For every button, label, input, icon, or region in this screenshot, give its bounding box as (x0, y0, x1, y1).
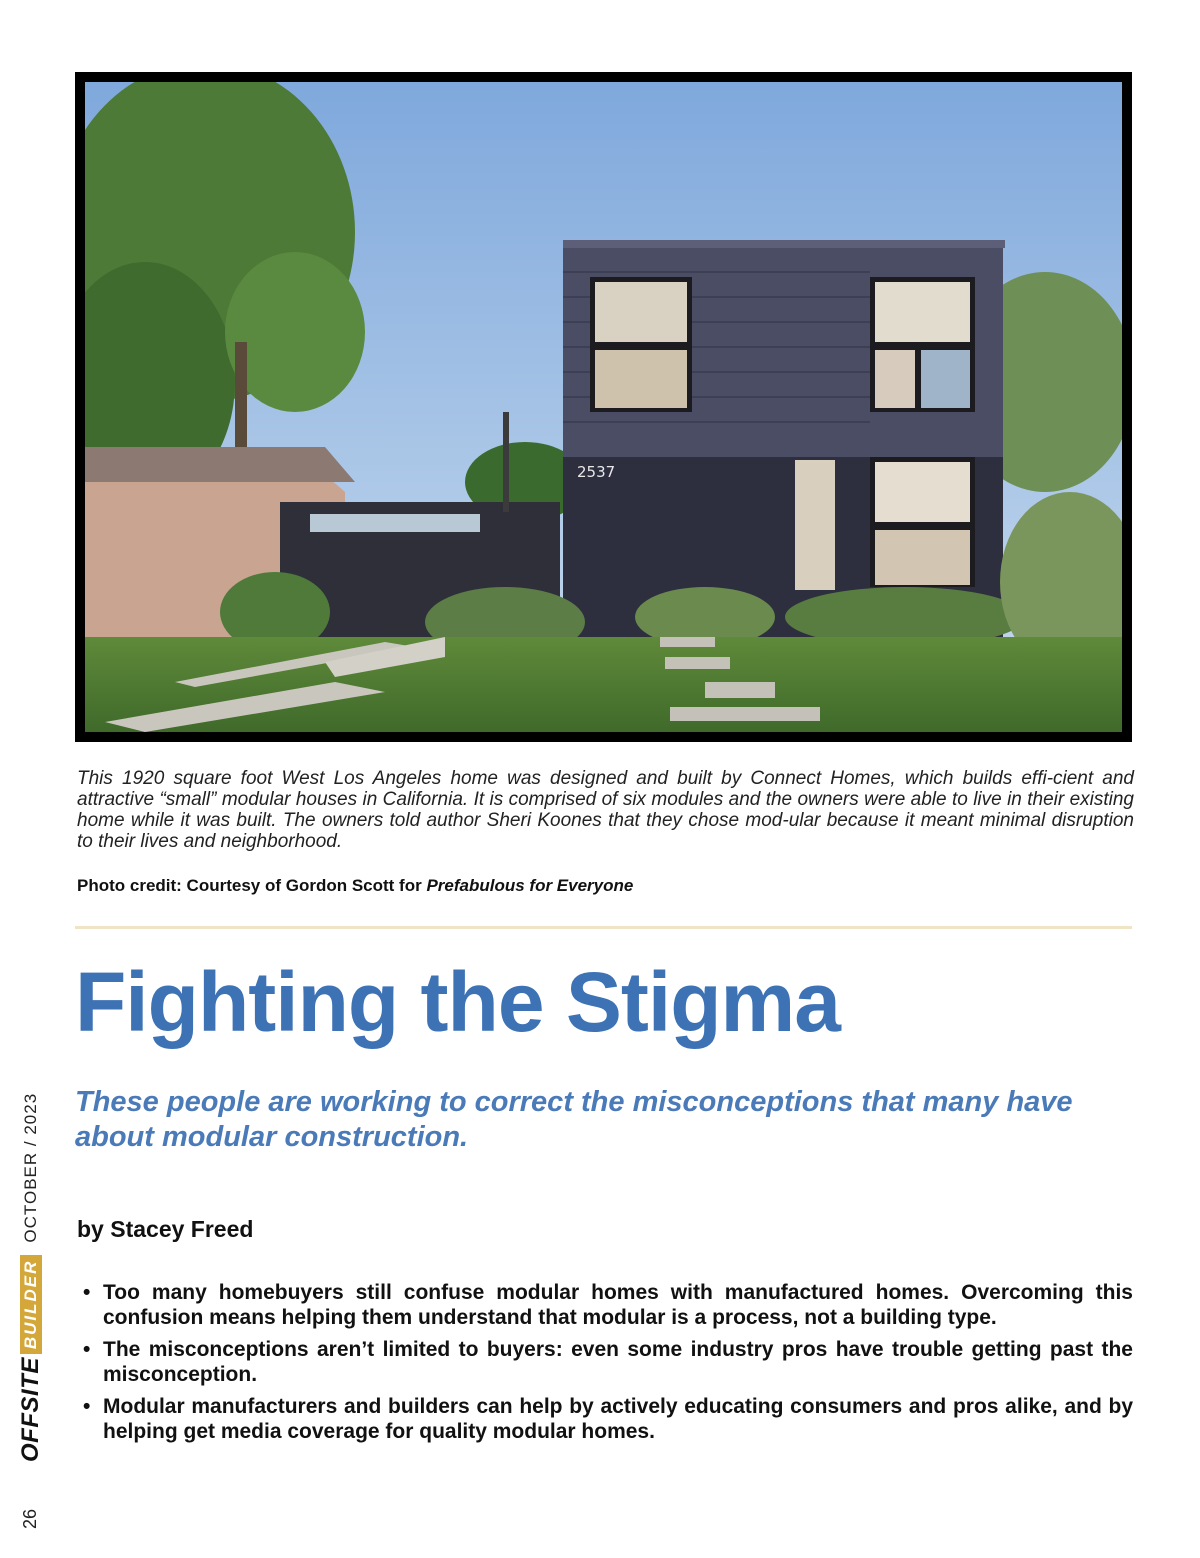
article-byline: by Stacey Freed (77, 1216, 254, 1242)
bullet-icon: • (83, 1338, 91, 1361)
section-divider (75, 926, 1132, 929)
bullet-icon: • (83, 1395, 91, 1418)
photo-caption: This 1920 square foot West Los Angeles home was designed and built by Connect Homes, which builds effi-cient and attractive “small” modular houses in California. It is comprised of six modules and the owners were able to live in their existing home while it was built. The owners told author Sheri Koones that they chose mod-ular because it meant minimal disruption to their lives and neighborhood. (77, 768, 1134, 852)
brand-builder: BUILDER (20, 1255, 42, 1355)
page-number-text: 26 (20, 1508, 40, 1529)
key-points-list (83, 1280, 1133, 1451)
photo-credit-label: Photo credit: Courtesy of Gordon Scott for (77, 876, 427, 895)
photo-credit-book: Prefabulous for Everyone (426, 876, 634, 895)
house-number: 2537 (577, 463, 616, 481)
key-point (83, 1280, 1133, 1330)
photo-credit (77, 876, 633, 896)
article-headline: Fighting the Stigma (75, 955, 840, 1049)
key-point-text: Too many homebuyers still confuse modular homes with manufactured homes. Overcoming this confusion means helping them understand that modular is a process, not a building type. (103, 1281, 1133, 1329)
issue-date: OCTOBER / 2023 (21, 1092, 40, 1243)
key-point (83, 1394, 1133, 1444)
page-number (20, 1503, 50, 1533)
key-point-text: Modular manufacturers and builders can help by actively educating consumers and pros alike, and by helping get media coverage for quality modular homes. (103, 1395, 1133, 1443)
article-dek: These people are working to correct the misconceptions that many have about modular construction. (75, 1086, 1073, 1153)
brand-offsite: OFFSITE (17, 1357, 44, 1462)
key-point-text: The misconceptions aren’t limited to buyers: even some industry pros have trouble getting past the misconception. (103, 1338, 1133, 1386)
hero-photo-frame (75, 72, 1132, 742)
bullet-icon: • (83, 1281, 91, 1304)
magazine-sidebar (16, 1092, 46, 1470)
key-point (83, 1337, 1133, 1387)
house-photo (85, 82, 1122, 732)
